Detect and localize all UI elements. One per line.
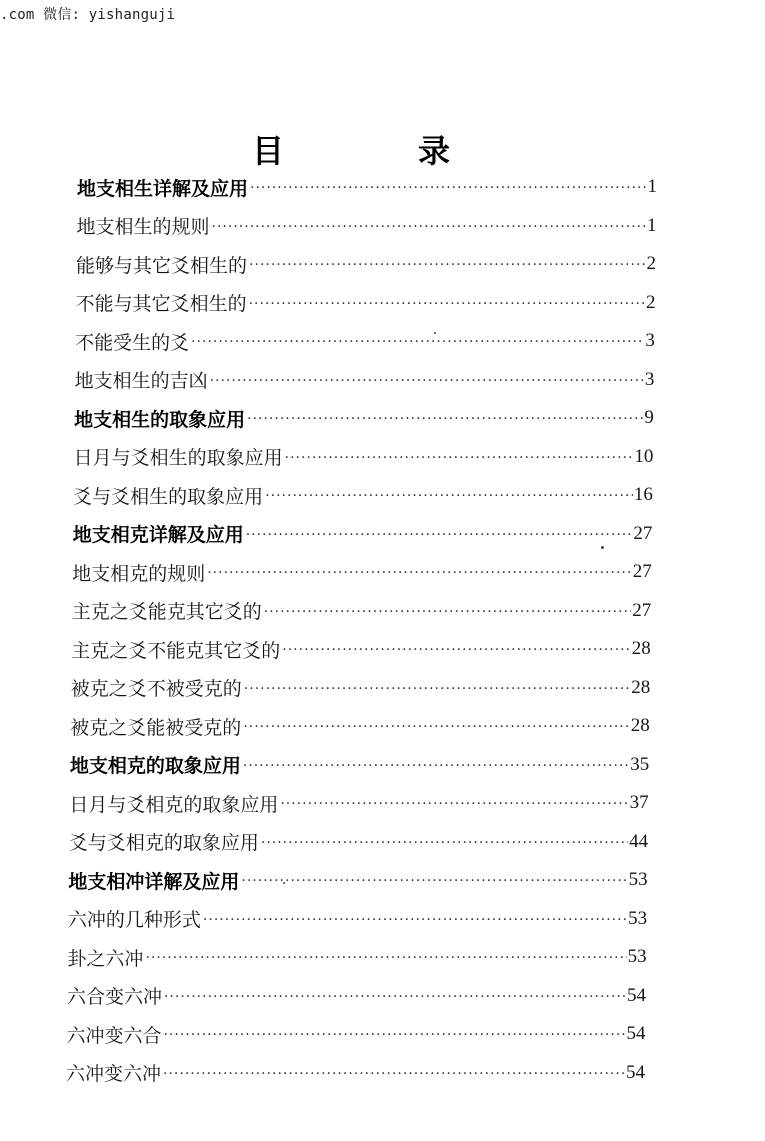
- toc-entry-page-number: 1: [647, 176, 657, 198]
- toc-entry: [0, 553, 765, 592]
- toc-entry: [0, 746, 765, 785]
- toc-entry-label: 地支相冲详解及应用: [68, 870, 240, 893]
- dot-leader: [247, 411, 643, 427]
- toc-entry-page-number: 28: [630, 715, 650, 737]
- dot-leader: [164, 989, 626, 1005]
- toc-entry: [0, 399, 765, 438]
- toc-entry: [0, 245, 765, 284]
- toc-entry-label: 能够与其它爻相生的: [76, 254, 248, 277]
- dot-leader: [264, 604, 632, 620]
- toc-entry-page-number: 53: [628, 869, 648, 891]
- toc-entry: [0, 1015, 765, 1054]
- toc-entry-page-number: 27: [632, 599, 652, 621]
- toc-entry-page-number: 3: [644, 368, 655, 390]
- title-char-1: 目: [252, 132, 285, 170]
- toc-entry-page-number: 28: [631, 638, 651, 660]
- toc-entry-page-number: 3: [645, 330, 655, 352]
- toc-entry: [0, 168, 765, 207]
- dot-leader: [145, 950, 626, 966]
- toc-entry-label: 被克之爻能被受克的: [70, 716, 242, 739]
- dot-leader: [163, 1066, 625, 1082]
- dot-leader: [207, 565, 632, 581]
- toc-entry-label: 地支相生详解及应用: [77, 177, 249, 200]
- toc-entry: [0, 861, 765, 900]
- toc-entry-page-number: 16: [633, 484, 653, 506]
- toc-entry: [0, 284, 765, 323]
- toc-entry-label: 地支相生的吉凶: [74, 370, 208, 393]
- toc-entry-label: 被克之爻不被受克的: [70, 678, 242, 701]
- toc-entry-page-number: 27: [633, 522, 653, 544]
- dot-leader: [210, 373, 644, 389]
- toc-entry: [0, 784, 765, 823]
- toc-entry-label: 六合变六冲: [66, 986, 162, 1009]
- dot-leader: [244, 681, 630, 697]
- toc-entry-label: 不能与其它爻相生的: [75, 293, 247, 316]
- dot-leader: [163, 1027, 625, 1043]
- toc-entry-label: 爻与爻相克的取象应用: [68, 832, 259, 855]
- toc-entry-page-number: 54: [626, 1023, 646, 1045]
- toc-entry: [0, 207, 765, 246]
- toc-entry: [0, 322, 765, 361]
- toc-entry-page-number: 28: [631, 676, 651, 698]
- scan-speck: [434, 332, 436, 334]
- toc-entry-page-number: 2: [646, 253, 656, 275]
- toc-entry-label: 六冲变六合: [66, 1024, 162, 1047]
- dot-leader: [282, 642, 630, 658]
- toc-entry: [0, 515, 765, 554]
- dot-leader: [191, 334, 644, 350]
- toc-entry-label: 日月与爻相克的取象应用: [69, 793, 279, 816]
- dot-leader: [249, 296, 645, 312]
- toc-entry-page-number: 54: [627, 984, 647, 1006]
- toc-entry: [0, 669, 765, 708]
- toc-entry: [0, 938, 765, 977]
- toc-entry-label: 主克之爻能克其它爻的: [71, 601, 262, 624]
- dot-leader: [280, 796, 628, 812]
- toc-entry: [0, 630, 765, 669]
- toc-entry-page-number: 2: [645, 291, 656, 313]
- dot-leader: [285, 450, 634, 466]
- dot-leader: [203, 912, 627, 928]
- toc-entry-page-number: 54: [626, 1061, 645, 1083]
- toc-entry-page-number: 27: [632, 561, 652, 583]
- toc-entry-label: 爻与爻相生的取象应用: [73, 485, 264, 508]
- toc-entry: [0, 592, 765, 631]
- toc-entry: [0, 1054, 765, 1093]
- toc-entry: [0, 476, 765, 515]
- toc-entry: [0, 438, 765, 477]
- toc-entry-page-number: 10: [634, 445, 654, 467]
- dot-leader: [246, 527, 633, 543]
- scan-speck: [601, 546, 604, 549]
- toc-entry-label: 不能受生的爻: [75, 331, 190, 354]
- toc-entry-page-number: 53: [628, 907, 648, 929]
- dot-leader: [249, 257, 645, 273]
- dot-leader: [243, 758, 629, 774]
- toc-entry-label: 地支相克的规则: [72, 562, 206, 585]
- toc-entry-label: 卦之六冲: [67, 947, 144, 970]
- toc-entry-page-number: 44: [629, 830, 649, 852]
- table-of-contents: [0, 168, 765, 1092]
- scan-speck: [283, 882, 285, 884]
- toc-entry-label: 六冲的几种形式: [67, 909, 201, 932]
- toc-entry-page-number: 53: [627, 946, 647, 968]
- dot-leader: [241, 873, 627, 889]
- toc-entry: [0, 823, 765, 862]
- toc-entry-label: 主克之爻不能克其它爻的: [71, 639, 281, 662]
- title-char-2: 录: [418, 132, 451, 170]
- toc-entry: [0, 900, 765, 939]
- toc-entry: [0, 707, 765, 746]
- toc-entry-label: 地支相生的取象应用: [74, 408, 246, 431]
- dot-leader: [261, 835, 628, 851]
- toc-entry-page-number: 37: [629, 792, 649, 814]
- toc-entry-label: 地支相生的规则: [76, 216, 210, 239]
- toc-entry-label: 六冲变六冲: [66, 1063, 162, 1086]
- toc-entry-page-number: 35: [630, 753, 650, 775]
- toc-entry-label: 日月与爻相生的取象应用: [73, 447, 283, 470]
- watermark-text: .com 微信: yishanguji: [0, 7, 176, 23]
- dot-leader: [212, 219, 646, 235]
- toc-entry: [0, 361, 765, 400]
- toc-entry-page-number: 1: [646, 214, 657, 236]
- toc-entry: [0, 977, 765, 1016]
- dot-leader: [250, 180, 646, 196]
- toc-entry-label: 地支相克详解及应用: [72, 524, 244, 547]
- toc-entry-page-number: 9: [644, 407, 654, 429]
- dot-leader: [265, 488, 633, 504]
- dot-leader: [243, 719, 629, 735]
- toc-entry-label: 地支相克的取象应用: [69, 755, 241, 778]
